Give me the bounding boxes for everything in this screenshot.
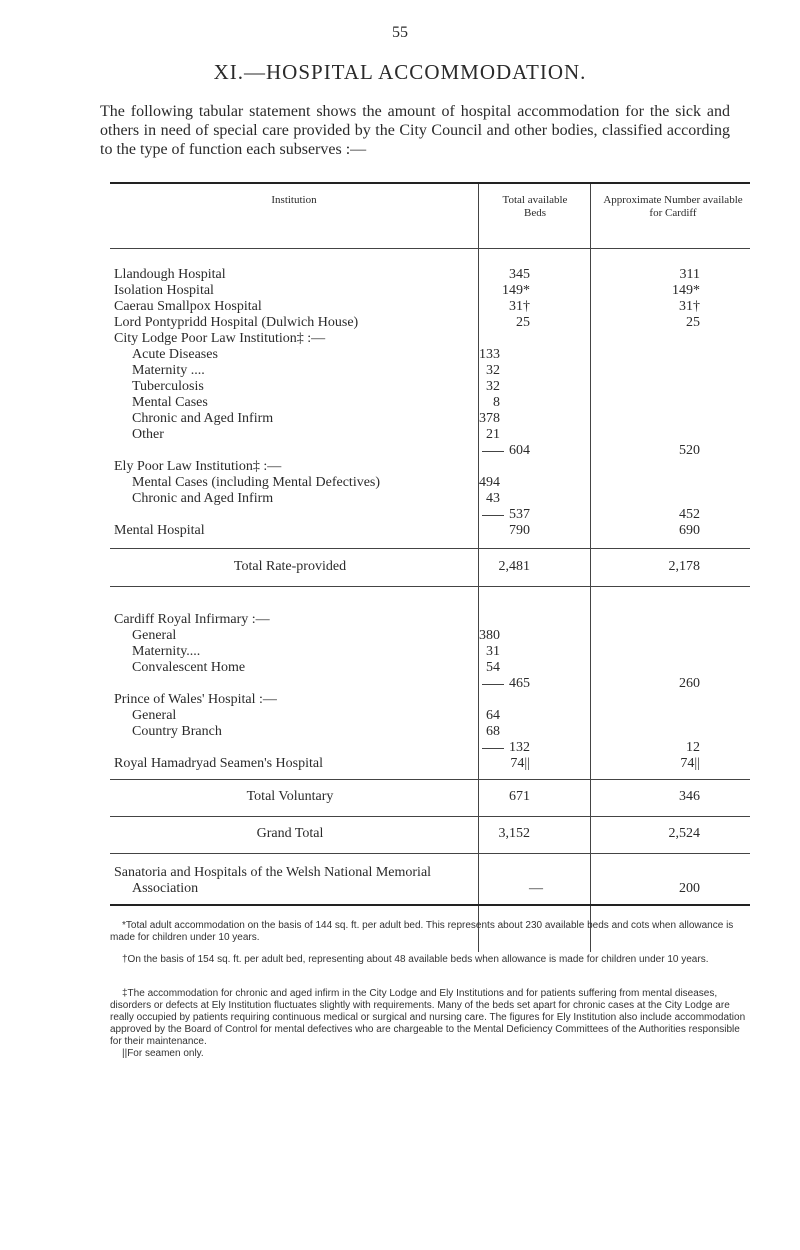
cell-cardiff: 520 — [679, 443, 700, 458]
total-voluntary-label: Total Voluntary — [246, 789, 334, 804]
total-rate-label: Total Rate-provided — [233, 559, 347, 574]
row-label: Mental Hospital — [114, 523, 205, 538]
header-cardiff: Approximate Number available for Cardiff — [603, 194, 743, 219]
row-label: Association — [132, 881, 199, 896]
cell-cardiff: 260 — [679, 676, 700, 691]
cell-cardiff: 25 — [686, 315, 700, 330]
header-total-beds: Total available Beds — [502, 194, 568, 219]
cell-cardiff: 452 — [679, 507, 700, 522]
cell-cardiff: 12 — [686, 740, 700, 755]
row-label: Maternity.... — [132, 644, 201, 659]
row-label: Ely Poor Law Institution‡ :— — [114, 459, 282, 474]
row-label: Llandough Hospital — [114, 267, 226, 282]
cell-total: 25 — [516, 315, 530, 330]
section-rule — [110, 853, 750, 854]
footnote-parallel: ||For seamen only. — [122, 1048, 204, 1059]
header-rule — [110, 248, 750, 249]
cell-cardiff: 690 — [679, 523, 700, 538]
page-number: 55 — [392, 24, 408, 41]
cell-total: — — [529, 881, 543, 896]
row-label: Lord Pontypridd Hospital (Dulwich House) — [114, 315, 359, 330]
cell-total: 604 — [509, 443, 530, 458]
cell-total: 345 — [509, 267, 530, 282]
cell-total: 790 — [509, 523, 530, 538]
row-label: Chronic and Aged Infirm — [132, 491, 274, 506]
row-label: Prince of Wales' Hospital :— — [114, 692, 277, 707]
header-institution: Institution — [271, 194, 317, 206]
footnote-dagger: †On the basis of 154 sq. ft. per adult bed, representing about 48 available beds when allowance is made for children under 10 years. — [122, 954, 709, 965]
cell-subtotal: 32 — [486, 379, 500, 394]
cell-cardiff: 2,178 — [668, 559, 700, 574]
row-label: Sanatoria and Hospitals of the Welsh National Memorial — [114, 865, 432, 880]
cell-subtotal: 8 — [493, 395, 500, 410]
cell-cardiff: 149* — [672, 283, 700, 298]
cell-subtotal: 133 — [479, 347, 500, 362]
column-divider-2 — [590, 184, 591, 952]
cell-cardiff: 31† — [679, 299, 700, 314]
cell-subtotal: 494 — [479, 475, 500, 490]
row-label: Royal Hamadryad Seamen's Hospital — [114, 756, 323, 771]
cell-total: 31† — [509, 299, 530, 314]
cell-total: 671 — [509, 789, 530, 804]
row-label: General — [132, 708, 177, 723]
page-title: XI.—HOSPITAL ACCOMMODATION. — [213, 60, 587, 84]
cell-total: 2,481 — [498, 559, 530, 574]
table-bottom-rule — [110, 904, 750, 906]
cell-cardiff: 346 — [679, 789, 700, 804]
cell-subtotal: 54 — [486, 660, 500, 675]
row-label: Mental Cases (including Mental Defectives) — [132, 475, 381, 490]
section-rule — [110, 816, 750, 817]
cell-subtotal: 32 — [486, 363, 500, 378]
intro-paragraph: The following tabular statement shows the amount of hospital accommodation for the sick and others in need of special care provided by the City Council and other bodies, classified according to the type of function each subserves :— — [100, 103, 730, 158]
table-top-rule — [110, 182, 750, 184]
row-label: Maternity .... — [132, 363, 205, 378]
cell-subtotal: 21 — [486, 427, 500, 442]
row-label: Convalescent Home — [132, 660, 246, 675]
cell-subtotal: 43 — [486, 491, 500, 506]
cell-cardiff: 74|| — [680, 756, 700, 771]
cell-total: 74|| — [510, 756, 530, 771]
grand-total-label: Grand Total — [256, 826, 324, 841]
row-label: Caerau Smallpox Hospital — [114, 299, 262, 314]
cell-subtotal: 380 — [479, 628, 500, 643]
cell-subtotal: 31 — [486, 644, 500, 659]
cell-total: 3,152 — [498, 826, 530, 841]
row-label: General — [132, 628, 177, 643]
cell-total: 149* — [502, 283, 530, 298]
section-rule — [110, 548, 750, 549]
row-label: Other — [132, 427, 164, 442]
footnote-star: *Total adult accommodation on the basis of 144 sq. ft. per adult bed. This represents about 230 available beds and cots when allowance is made for children under 10 years. — [110, 920, 734, 943]
row-label: Country Branch — [132, 724, 222, 739]
row-label: Isolation Hospital — [114, 283, 214, 298]
section-rule — [110, 779, 750, 780]
cell-total: 132 — [509, 740, 530, 755]
cell-subtotal: 378 — [479, 411, 500, 426]
row-label: Acute Diseases — [132, 347, 218, 362]
cell-total: 537 — [509, 507, 530, 522]
cell-cardiff: 311 — [679, 267, 700, 282]
cell-subtotal: 64 — [486, 708, 500, 723]
row-label: Cardiff Royal Infirmary :— — [114, 612, 270, 627]
section-rule — [110, 586, 750, 587]
cell-total: 465 — [509, 676, 530, 691]
cell-cardiff: 2,524 — [668, 826, 700, 841]
row-label: City Lodge Poor Law Institution‡ :— — [114, 331, 326, 346]
row-label: Mental Cases — [132, 395, 208, 410]
footnote-double-dagger: ‡The accommodation for chronic and aged infirm in the City Lodge and Ely Institutions and for patients suffering from mental diseases, disorders or defects at Ely Institution fluctuates slightly with requirements. Many of the beds set apart for chronic cases at the City Lodge are really occupied by patients requiring continuous medical or surgical and nursing care. The figures for Ely Institution also include accommodation approved by the Board of Control for mental defectives who are chargeable to the Mental Deficiency Committees of the Authorities responsible for their maintenance. — [110, 988, 746, 1047]
row-label: Chronic and Aged Infirm — [132, 411, 274, 426]
cell-subtotal: 68 — [486, 724, 500, 739]
row-label: Tuberculosis — [132, 379, 204, 394]
cell-cardiff: 200 — [679, 881, 700, 896]
